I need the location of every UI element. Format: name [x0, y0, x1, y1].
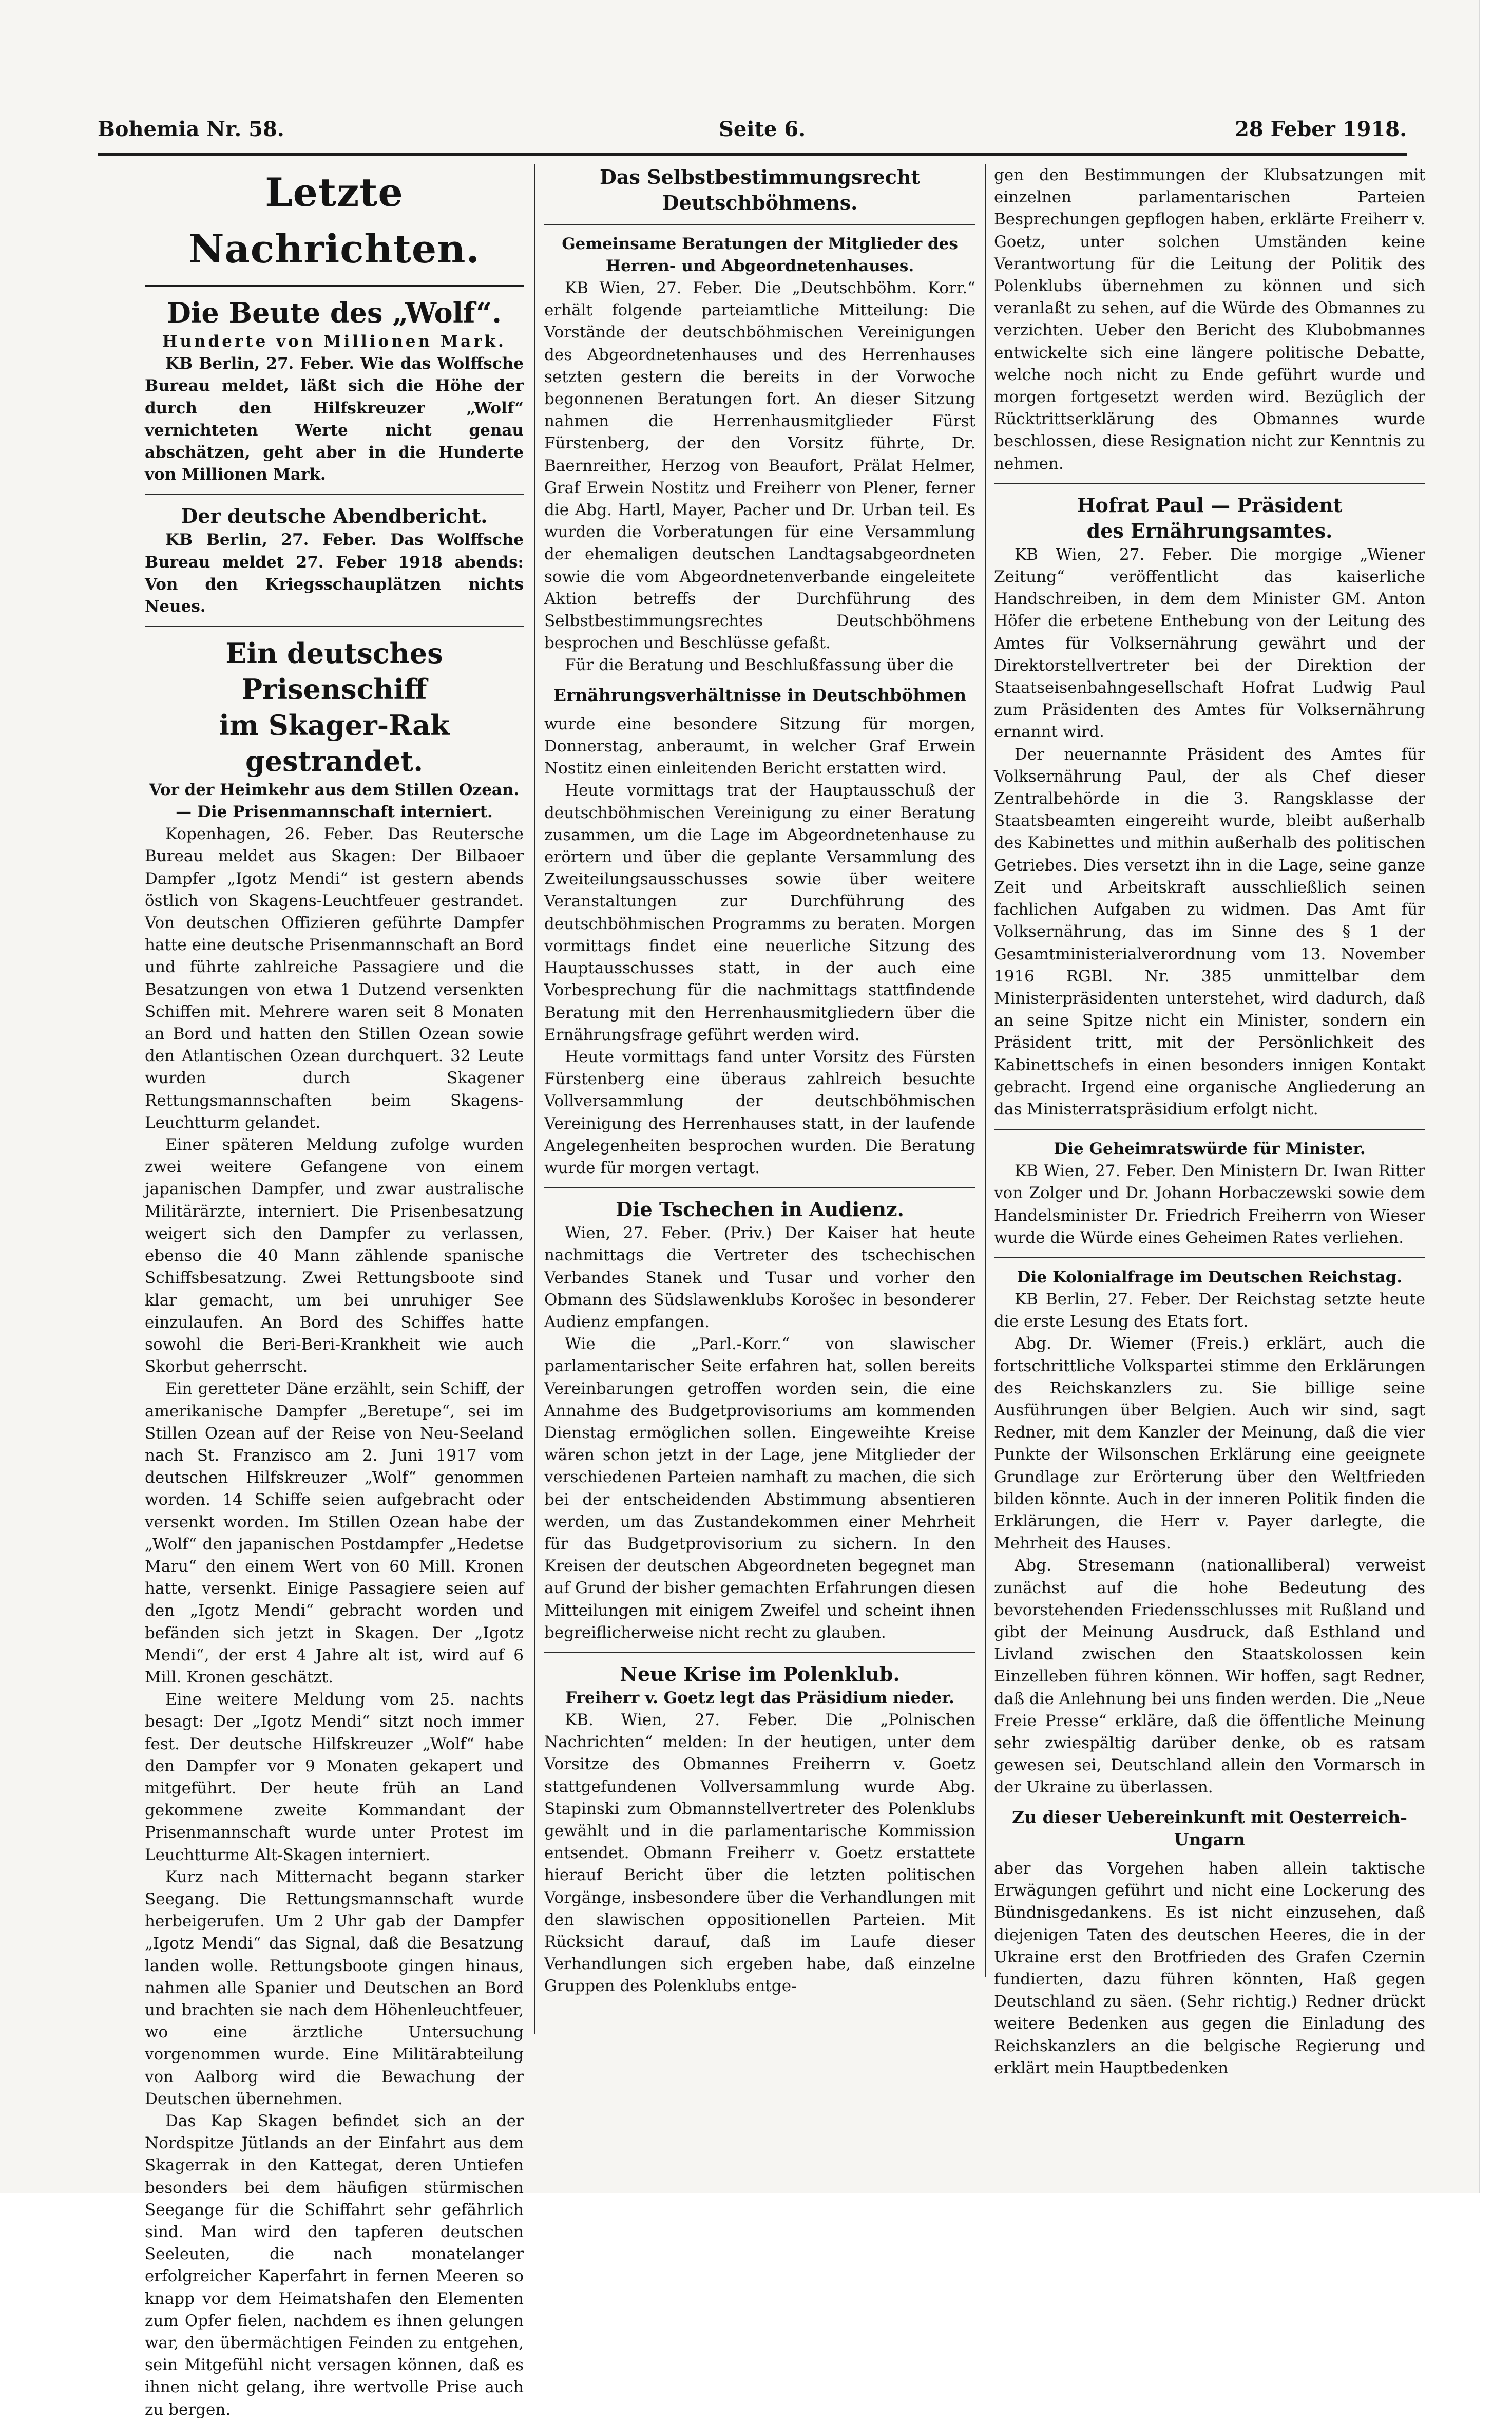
article-paragraph: aber das Vorgehen haben allein taktische Erwägungen geführt und nicht eine Lockerung des Bündnisgedankens. Es ist nicht einzusehen, daß diejenigen Taten des deutschen Heeres, die in der Ukraine erst den Brotfrieden des Grafen Czernin fundierten, dazu führen könnten, Haß gegen Deutschland zu säen. (Sehr richtig.) Redner drückt weitere Bedenken aus gegen die Einladung des Reichskanzlers an die belgische Regierung und erklärt mein Hauptbedenken — [994, 1859, 1425, 2077]
article-title-polenklub: Neue Krise im Polenklub. — [620, 1662, 900, 1686]
article-title-kolonialfrage: Die Kolonialfrage im Deutschen Reichstag. — [1017, 1268, 1403, 1287]
article-title-wolf: Die Beute des „Wolf“. — [167, 296, 502, 329]
divider — [544, 224, 975, 225]
article-paragraph: Der neuernannte Präsident des Amtes für Volksernährung Paul, der als Chef dieser Zentralbehörde in die 3. Rangsklasse der Staatsbeamten eingereiht wurde, bleibt außerhalb des Kabinettes und mithin außerhalb des politischen Getriebes. Dies versetzt ihn in die Lage, seine ganze Zeit und Arbeitskraft ausschließlich seinen fachlichen Aufgaben zu widmen. Das Amt für Volksernährung, das im Sinne des § 1 der Gesamtministerialverordnung vom 13. November 1916 RGBl. Nr. 385 unmittelbar dem Ministerpräsidenten unterstehet, wird dadurch, daß an seine Spitze nicht ein Minister, sondern ein Präsident tritt, mit der Persönlichkeit des Kabinettschefs in einen besonders innigen Kontakt gebracht. Irgend eine organische Angliederung an das Ministerratspräsidium erfolgt nicht. — [994, 745, 1425, 1119]
article-title-prisenschiff-2: im Skager-Rak gestrandet. — [219, 709, 450, 778]
divider — [994, 1257, 1425, 1258]
article-title-hofrat-paul-2: des Ernährungsamtes. — [1086, 519, 1333, 542]
masthead-issue: Bohemia Nr. 58. — [98, 117, 284, 141]
divider — [544, 1187, 975, 1188]
article-paragraph: gen den Bestimmungen der Klubsatzungen mit einzelnen parlamentarischen Parteien Besprechungen gepflogen haben, erklärte Freiherr v. Goetz, unter solchen Umständen keine Verantwortung für die Leitung der Politik des Polenklubs übernehmen zu können und sich veranlaßt zu sehen, auf die Würde des Obmannes zu verzichten. Ueber den Bericht des Klubobmannes entwickelte sich eine längere politische Debatte, welche noch nicht zu Ende geführt wurde und morgen fortgesetzt werden wird. Bezüglich der Rücktrittserklärung des Obmannes wurde beschlossen, diese Resignation nicht zur Kenntnis zu nehmen. — [994, 166, 1425, 473]
article-paragraph: Ein geretteter Däne erzählt, sein Schiff, der amerikanische Dampfer „Beretupe“, sei im Stillen Ozean auf der Reise von Neu-Seeland nach St. Franzisco am 2. Juni 1917 vom deutschen Hilfskreuzer „Wolf“ genommen worden. 14 Schiffe seien aufgebracht oder versenkt worden. Im Stillen Ozean habe der „Wolf“ den japanischen Postdampfer „Hedetse Maru“ den einem Wert von 60 Mill. Kronen hatte, versenkt. Einige Passagiere seien auf den „Igotz Mendi“ gebracht worden und befänden sich jetzt in Skagen. Der „Igotz Mendi“, der erst 4 Jahre alt ist, wird auf 6 Mill. Kronen geschätzt. — [145, 1379, 524, 1687]
divider — [994, 1129, 1425, 1130]
article-title-selbstbestimmung: Das Selbstbestimmungsrecht Deutschböhmens. — [599, 165, 921, 214]
article-paragraph: Kopenhagen, 26. Feber. Das Reutersche Bureau meldet aus Skagen: Der Bilbaoer Dampfer „Igotz Mendi“ ist gestern abends östlich von Skagens-Leuchtfeuer gestrandet. Von deutschen Offizieren geführte Dampfer hatte eine deutsche Prisenmannschaft an Bord und führte zahlreiche Passagiere und die Besatzungen von etwa 1 Dutzend versenkten Schiffen mit. Mehrere waren seit 8 Monaten an Bord und hatten den Stillen Ozean sowie den Atlantischen Ozean durchquert. 32 Leute wurden durch Skagener Rettungsmannschaften beim Skagens-Leuchtturm gelandet. — [145, 825, 524, 1132]
title-rule — [145, 285, 524, 287]
divider — [145, 626, 524, 627]
article-title-hofrat-paul-1: Hofrat Paul — Präsident — [1077, 493, 1343, 517]
article-subtitle-selbstbestimmung: Gemeinsame Beratungen der Mitglieder des Herren- und Abgeordnetenhauses. — [562, 235, 958, 275]
article-paragraph: Eine weitere Meldung vom 25. nachts besagt: Der „Igotz Mendi“ sitzt noch immer fest. Der deutsche Hilfskreuzer „Wolf“ habe den Dampfer vor 9 Monaten gekapert und mitgeführt. Der heute früh an Land gekommene zweite Kommandant der Prisenmannschaft wurde unter Protest im Leuchtturme Alt-Skagen interniert. — [145, 1690, 524, 1864]
inline-heading: Ernährungsverhältnisse in Deutschböhmen — [553, 685, 967, 705]
article-title-abendbericht: Der deutsche Abendbericht. — [181, 504, 488, 528]
page-header — [98, 117, 1407, 148]
article-title-prisenschiff-1: Ein deutsches Prisenschiff — [225, 637, 443, 706]
article-paragraph: Für die Beratung und Beschlußfassung über die — [565, 656, 954, 675]
article-subtitle-prisenschiff: Vor der Heimkehr aus dem Stillen Ozean. — Die Prisenmannschaft interniert. — [149, 781, 520, 822]
article-paragraph: KB Berlin, 27. Feber. Der Reichstag setzte heute die erste Lesung des Etats fort. — [994, 1290, 1425, 1331]
divider — [145, 494, 524, 495]
article-title-tschechen: Die Tschechen in Audienz. — [616, 1198, 904, 1221]
article-paragraph: Wie die „Parl.-Korr.“ von slawischer parlamentarischer Seite erfahren hat, sollen bereits Vereinbarungen getroffen worden sein, die eine Annahme des Budgetprovisoriums am kommenden Dienstag ermöglichen sollen. Eingeweihte Kreise wären schon jetzt in der Lage, jene Mitglieder der verschiedenen Parteien namhaft zu machen, die sich bei der entscheidenden Abstimmung absentieren werden, um das Zustandekommen einer Mehrheit für das Budgetprovisorium zu sichern. In den Kreisen der deutschen Abgeordneten begegnet man auf Grund der bisher gemachten Erfahrungen diesen Mitteilungen mit einigem Zweifel und scheint ihnen begreiflicherweise nicht recht zu glauben. — [544, 1335, 975, 1642]
article-paragraph: KB Wien, 27. Feber. Die „Deutschböhm. Korr.“ erhält folgende parteiamtliche Mitteilung: Die Vorstände der deutschböhmischen Vereinigungen des Abgeordnetenhauses und des Herrenhauses setzten gestern die bereits in der Vorwoche begonnenen Beratungen fort. An dieser Sitzung nahmen die Herrenhausmitglieder Fürst Fürstenberg, der den Vorsitz führte, Dr. Baernreither, Herzog von Beaufort, Prälat Helmer, Graf Erwein Nostitz und Freiherr von Plener, ferner die Abg. Hartl, Mayer, Pacher und Dr. Urban teil. Es wurden die Vorberatungen für eine Versammlung der ehemaligen deutschen Landtagsabgeordneten sowie die vom Abgeordnetenverbande eingeleitete Aktion betreffs der Durchführung des Selbstbestimmungsrechtes Deutschböhmens besprochen und Beschlüsse gefaßt. — [544, 279, 975, 653]
article-paragraph: Das Kap Skagen befindet sich an der Nordspitze Jütlands an der Einfahrt aus dem Skagerrak in den Kattegat, deren Untiefen besonders bei dem häufigen stürmischen Seegange für die Schiffahrt sehr gefährlich sind. Man wird den tapferen deutschen Seeleuten, die nach monatelanger erfolgreicher Kaperfahrt in fernen Meeren so knapp vor dem Heimatshafen den Elementen zum Opfer fielen, nachdem es ihnen gelungen war, den übermächtigen Feinden zu entgehen, sein Mitgefühl nicht versagen können, daß es ihnen nicht gelang, ihre wertvolle Prise auch zu bergen. — [145, 2112, 524, 2419]
article-title-geheimrat: Die Geheimratswürde für Minister. — [1054, 1140, 1366, 1159]
divider — [544, 1652, 975, 1653]
article-subtitle-wolf: Hunderte von Millionen Mark. — [162, 332, 506, 351]
article-text-wolf: KB Berlin, 27. Feber. Wie das Wolffsche Bureau meldet, läßt sich die Höhe der durch den Hilfskreuzer „Wolf“ vernichteten Werte nicht genau abschätzen, geht aber in die Hunderte von Millionen Mark. — [145, 354, 524, 484]
article-paragraph: Kurz nach Mitternacht begann starker Seegang. Die Rettungsmannschaft wurde herbeigerufen. Um 2 Uhr gab der Dampfer „Igotz Mendi“ das Signal, daß die Besatzung landen wolle. Rettungsboote gingen hinaus, nahmen alle Spanier und Deutschen an Bord und brachten sie nach dem Höhenleuchtfeuer, wo eine ärztliche Untersuchung vorgenommen wurde. Eine Militärabteilung von Aalborg wird die Bewachung der Deutschen übernehmen. — [145, 1867, 524, 2108]
column-1 — [145, 164, 524, 2419]
article-paragraph: Wien, 27. Feber. (Priv.) Der Kaiser hat heute nachmittags die Vertreter des tschechischen Verbandes Stanek und Tusar und vorher den Obmann des Südslawenklubs Korošec in besonderer Audienz empfangen. — [544, 1224, 975, 1331]
column-rule-2 — [985, 164, 986, 1977]
article-paragraph: KB Wien, 27. Feber. Den Ministern Dr. Iwan Ritter von Zolger und Dr. Johann Horbaczewski sowie dem Handelsminister Dr. Friedrich Freiherrn von Wieser wurde die Würde eines Geheimen Rates verliehen. — [994, 1162, 1425, 1247]
article-paragraph: Abg. Stresemann (nationalliberal) verweist zunächst auf die hohe Bedeutung des bevorstehenden Friedensschlusses mit Rußland und gibt der Meinung Ausdruck, daß Esthland und Livland zwischen den Staatskolossen kein Einzelleben führen können. Wir hoffen, sagt Redner, daß die Anlehnung bei uns finden werden. Die „Neue Freie Presse“ erkläre, daß die öffentliche Meinung sehr zwiespältig darüber denke, ob es ratsam gewesen sei, Deutschland allein den Vormarsch in der Ukraine zu überlassen. — [994, 1556, 1425, 1797]
main-title: Letzte Nachrichten. — [188, 169, 480, 272]
issue-date: 28 Feber 1918. — [1235, 117, 1407, 141]
page-margin — [1479, 0, 1512, 2193]
inline-heading: Zu dieser Uebereinkunft mit Oesterreich-Ungarn — [1012, 1807, 1407, 1849]
article-subtitle-polenklub: Freiherr v. Goetz legt das Präsidium nieder. — [565, 1688, 954, 1707]
article-paragraph: wurde eine besondere Sitzung für morgen, Donnerstag, anberaumt, in welcher Graf Erwein Nostitz einen einleitenden Bericht erstatten wird. — [544, 714, 975, 778]
article-paragraph: KB. Wien, 27. Feber. Die „Polnischen Nachrichten“ melden: In der heutigen, unter dem Vorsitze des Obmannes Freiherrn v. Goetz stattgefundenen Vollversammlung wurde Abg. Stapinski zum Obmannstellvertreter des Polenklubs gewählt und in die parlamentarische Kommission entsendet. Obmann Freiherr v. Goetz erstattete hierauf Bericht über die letzten politischen Vorgänge, insbesondere über die Verhandlungen mit den slawischen oppositionellen Parteien. Mit Rücksicht darauf, daß im Laufe dieser Verhandlungen sich ergeben habe, daß einzelne Gruppen des Polenklubs entge- — [544, 1710, 975, 1996]
article-paragraph: Heute vormittags trat der Hauptausschuß der deutschböhmischen Vereinigung zu einer Beratung zusammen, um die Lage im Abgeordnetenhause zu erörtern und über die geplante Versammlung des Zweiteilungsausschusses sowie über weitere Veranstaltungen zur Durchführung des deutschböhmischen Programms zu beraten. Morgen vormittags findet eine neuerliche Sitzung des Hauptausschusses statt, in der auch eine Vorbesprechung für die nachmittags stattfindende Beratung mit den Herrenhausmitgliedern über die Ernährungsfrage geführt werden wird. — [544, 781, 975, 1044]
page-number: Seite 6. — [719, 117, 806, 141]
article-paragraph: KB Wien, 27. Feber. Die morgige „Wiener Zeitung“ veröffentlicht das kaiserliche Handschreiben, in dem dem Minister GM. Anton Höfer die erbetene Enthebung von der Leitung des Amtes für Volksernährung gewährt und der Direktorstellvertreter bei der Direktion der Staatseisenbahngesellschaft Hofrat Ludwig Paul zum Präsidenten des Amtes für Volksernährung ernannt wird. — [994, 545, 1425, 742]
header-rule — [98, 153, 1407, 156]
article-paragraph: Abg. Dr. Wiemer (Freis.) erklärt, auch die fortschrittliche Volkspartei stimme den Erklärungen des Reichskanzlers zu. Sie billige seine Ausführungen über Belgien. Auch wir sind, sagt Redner, mit dem Kanzler der Meinung, daß die vier Punkte der Wilsonschen Erklärung eine geeignete Grundlage zur Erörterung über den Weltfrieden bilden könnte. Auch in der inneren Politik finden die Erklärungen, die Herr v. Payer darlegte, die Mehrheit des Hauses. — [994, 1334, 1425, 1553]
divider — [994, 483, 1425, 484]
article-paragraph: Heute vormittags fand unter Vorsitz des Fürsten Fürstenberg eine überaus zahlreich besuchte Vollversammlung der deutschböhmischen Vereinigung des Herrenhauses statt, in der laufende Angelegenheiten besprochen wurden. Die Beratung wurde für morgen vertagt. — [544, 1047, 975, 1177]
column-2 — [544, 164, 975, 2013]
column-3 — [994, 164, 1425, 2077]
article-text-abendbericht: KB Berlin, 27. Feber. Das Wolffsche Bureau meldet 27. Feber 1918 abends: Von den Kriegsschauplätzen nichts Neues. — [145, 531, 524, 616]
column-rule-1 — [534, 164, 535, 2034]
article-paragraph: Einer späteren Meldung zufolge wurden zwei weitere Gefangene von einem japanischen Dampfer, und zwar australische Militärärzte, interniert. Die Prisenbesatzung weigert sich den Dampfer zu verlassen, ebenso die 40 Mann zählende spanische Schiffsbesatzung. Zwei Rettungsboote sind klar gemacht, um bei unruhiger See einzulaufen. An Bord des Schiffes hatte sowohl die Beri-Beri-Krankheit wie auch Skorbut geherrscht. — [145, 1136, 524, 1376]
